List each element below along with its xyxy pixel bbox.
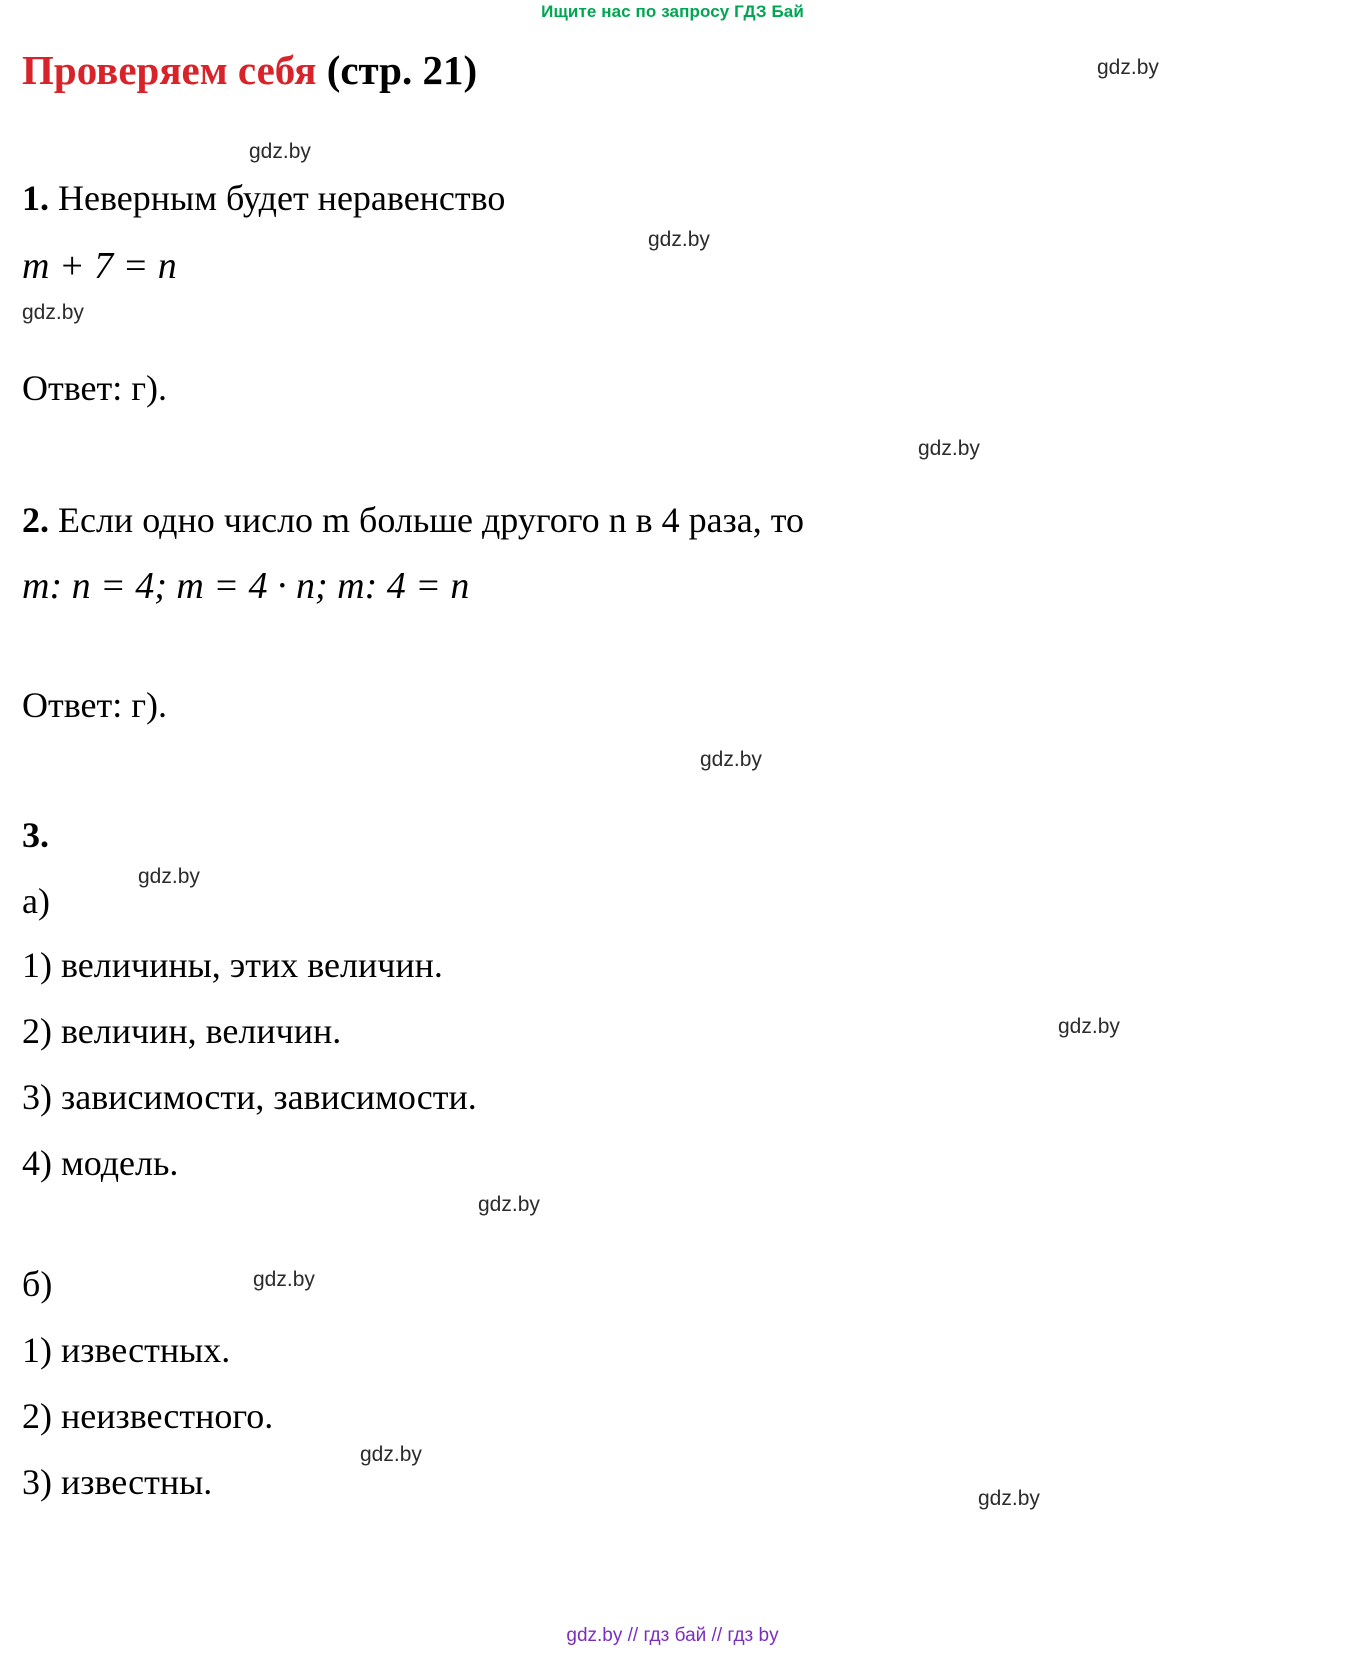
watermark: gdz.by [249, 140, 311, 163]
task-3-part-b-item: 2) неизвестного. [22, 1396, 274, 1436]
task-1-formula: m + 7 = n [22, 245, 177, 287]
task-3-part-a-item: 4) модель. [22, 1143, 179, 1183]
footer-links: gdz.by // гдз бай // гдз by [566, 1625, 779, 1646]
task-1-number: 1. [22, 178, 49, 218]
task-3-part-a-item: 3) зависимости, зависимости. [22, 1077, 477, 1117]
task-3-part-a-item: 1) величины, этих величин. [22, 945, 443, 985]
task-3-number-label: 3. [22, 815, 49, 855]
task-2-statement [22, 500, 804, 540]
watermark: gdz.by [918, 437, 980, 460]
page-title-reference: (стр. 21) [326, 47, 478, 93]
page-title [22, 46, 477, 94]
task-3-number [22, 815, 49, 855]
watermark: gdz.by [138, 865, 200, 888]
watermark: gdz.by [1058, 1015, 1120, 1038]
watermark: gdz.by [360, 1443, 422, 1466]
page-title-main: Проверяем себя [22, 47, 317, 93]
watermark: gdz.by [253, 1268, 315, 1291]
task-2-answer: Ответ: г). [22, 685, 167, 725]
task-2-text: Если одно число m больше другого n в 4 раза, то [58, 500, 804, 540]
task-1-text: Неверным будет неравенство [58, 178, 506, 218]
task-1-answer: Ответ: г). [22, 368, 167, 408]
watermark: gdz.by [22, 301, 84, 324]
task-2-number: 2. [22, 500, 49, 540]
task-3-part-b-item: 3) известны. [22, 1462, 213, 1502]
watermark: gdz.by [978, 1487, 1040, 1510]
watermark: gdz.by [648, 228, 710, 251]
task-3-part-a-item: 2) величин, величин. [22, 1011, 342, 1051]
task-3-part-a-label: а) [22, 881, 50, 921]
task-1-statement [22, 178, 505, 218]
task-2-formula: m: n = 4; m = 4 · n; m: 4 = n [22, 565, 470, 607]
watermark: gdz.by [478, 1193, 540, 1216]
watermark: gdz.by [1097, 56, 1159, 79]
promo-banner: Ищите нас по запросу ГДЗ Бай [541, 2, 804, 21]
watermark: gdz.by [700, 748, 762, 771]
task-3-part-b-label: б) [22, 1264, 53, 1304]
task-3-part-b-item: 1) известных. [22, 1330, 231, 1370]
